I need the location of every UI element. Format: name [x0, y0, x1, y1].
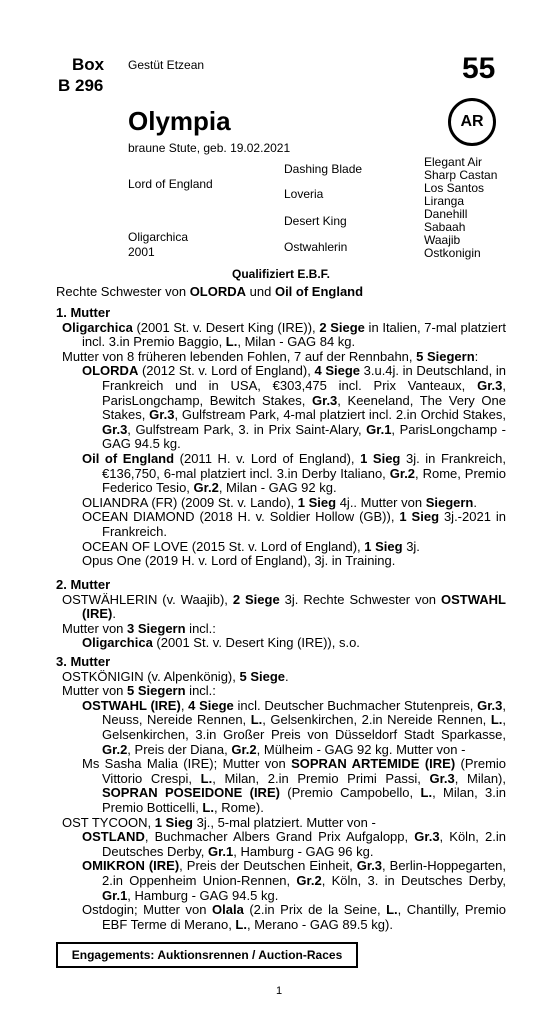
family-entry: Ms Sasha Malia (IRE); Mutter von SOPRAN ARTEMIDE (IRE) (Premio Vittorio Crespi, L., Milan, 2.in Premio Primi Passi, Gr.3, Milan), SOPRAN POSEIDONE (IRE) (Premio Campobello, L., Milan, 3.in Premio Botticelli, L., Rome). [82, 756, 507, 815]
pedigree-ss: Dashing Blade [284, 162, 363, 176]
section-heading: 2. Mutter [56, 577, 111, 592]
pedigree-dds: Waajib [424, 233, 461, 247]
ar-badge: AR [448, 98, 496, 146]
full-sister-line: Rechte Schwester von OLORDA und Oil of England [56, 284, 364, 299]
family-entry: OCEAN OF LOVE (2015 St. v. Lord of England), 1 Sieg 3j. [82, 538, 420, 554]
family-entry: OSTKÖNIGIN (v. Alpenkönig), 5 Siege. [62, 668, 289, 684]
pedigree-section-3 [56, 655, 506, 932]
family-entry: Oligarchica (2001 St. v. Desert King (IRE)), 2 Siege in Italien, 7-mal platziert incl. 3.in Premio Baggio, L., Milan - GAG 84 kg. [62, 319, 506, 350]
family-entry: Mutter von 3 Siegern incl.: [62, 620, 216, 636]
pedigree-sds: Los Santos [424, 181, 485, 195]
section-heading: 3. Mutter [56, 654, 111, 669]
family-entry: OSTLAND, Buchmacher Albers Grand Prix Aufgalopp, Gr.3, Köln, 2.in Deutsches Derby, Gr.1, Hamburg - GAG 96 kg. [82, 829, 506, 859]
pedigree-sss: Elegant Air [424, 155, 483, 169]
pedigree-dam: Oligarchica [128, 230, 189, 244]
page-number: 1 [276, 985, 283, 997]
family-entry: Mutter von 5 Siegern incl.: [62, 683, 216, 699]
lot-number: 55 [462, 52, 496, 85]
qualified-note: Qualifiziert E.B.F. [231, 267, 330, 281]
family-entry: Opus One (2019 H. v. Lord of England), 3j. in Training. [82, 553, 396, 569]
pedigree-dd: Ostwahlerin [284, 240, 348, 254]
family-entry: Oligarchica (2001 St. v. Desert King (IRE)), s.o. [82, 635, 360, 651]
family-entry: OLIANDRA (FR) (2009 St. v. Lando), 1 Sieg 4j.. Mutter von Siegern. [82, 494, 477, 510]
pedigree-ds: Desert King [284, 214, 347, 228]
family-entry: OST TYCOON, 1 Sieg 3j., 5-mal platziert. Mutter von - [62, 814, 376, 830]
family-entry: OCEAN DIAMOND (2018 H. v. Soldier Hollow (GB)), 1 Sieg 3j.-2021 in Frankreich. [82, 509, 506, 539]
section-heading: 1. Mutter [56, 305, 111, 320]
pedigree-section-1 [56, 306, 506, 569]
horse-name: Olympia [128, 106, 231, 136]
pedigree-sdd: Liranga [424, 194, 465, 208]
pedigree-dsd: Sabaah [424, 220, 466, 234]
breeder: Gestüt Etzean [128, 58, 205, 72]
box-number: B 296 [58, 76, 104, 95]
pedigree-ssd: Sharp Castan [424, 168, 498, 182]
family-entry: OSTWAHL (IRE), 4 Siege incl. Deutscher Buchmacher Stutenpreis, Gr.3, Neuss, Nereide Rennen, L., Gelsenkirchen, 2.in Nereide Rennen, L., Gelsenkirchen, 3.in Großer Preis von Düsseldorf Stadt Sparkasse, Gr.2, Preis der Diana, Gr.2, Mülheim - GAG 92 kg. Mutter von - [82, 697, 506, 757]
pedigree-dss: Danehill [424, 207, 468, 221]
pedigree-dam-year: 2001 [128, 245, 155, 259]
pedigree-sire: Lord of England [128, 177, 213, 191]
box-label: Box [72, 55, 105, 74]
box-info [58, 54, 105, 96]
horse-description: braune Stute, geb. 19.02.2021 [128, 141, 291, 155]
family-entry: OMIKRON (IRE), Preis der Deutschen Einheit, Gr.3, Berlin-Hoppegarten, 2.in Oppenheim Union-Rennen, Gr.2, Köln, 3. in Deutsches Derby, Gr.1, Hamburg - GAG 94.5 kg. [82, 858, 506, 903]
pedigree-sd: Loveria [284, 187, 324, 201]
family-entry: Ostdogin; Mutter von Olala (2.in Prix de la Seine, L., Chantilly, Premio EBF Terme di Merano, L., Merano - GAG 89.5 kg). [82, 902, 507, 932]
family-entry: Oil of England (2011 H. v. Lord of England), 1 Sieg 3j. in Frankreich, €136,750, 6-mal platziert incl. 3.in Derby Italiano, Gr.2, Rome, Premio Federico Tesio, Gr.2, Milan - GAG 92 kg. [82, 450, 507, 496]
family-entry: Mutter von 8 früheren lebenden Fohlen, 7 auf der Rennbahn, 5 Siegern: [62, 348, 479, 364]
family-entry: OSTWÄHLERIN (v. Waajib), 2 Siege 3j. Rechte Schwester von OSTWAHL (IRE). [62, 591, 506, 622]
family-entry: OLORDA (2012 St. v. Lord of England), 4 Siege 3.u.4j. in Deutschland, in Frankreich und in USA, €303,475 incl. Prix Vanteaux, Gr.3, ParisLongchamp, Bewitch Stakes, Gr.3, Keeneland, The Very One Stakes, Gr.3, Gulfstream Park, 4-mal platziert incl. 2.in Orchid Stakes, Gr.3, Gulfstream Park, 3. in Prix Saint-Alary, Gr.1, ParisLongchamp - GAG 94.5 kg. [82, 363, 506, 452]
pedigree-section-2 [56, 578, 506, 651]
pedigree-ddd: Ostkonigin [424, 246, 481, 260]
engagements-box: Engagements: Auktionsrennen / Auction-Races [56, 942, 358, 968]
